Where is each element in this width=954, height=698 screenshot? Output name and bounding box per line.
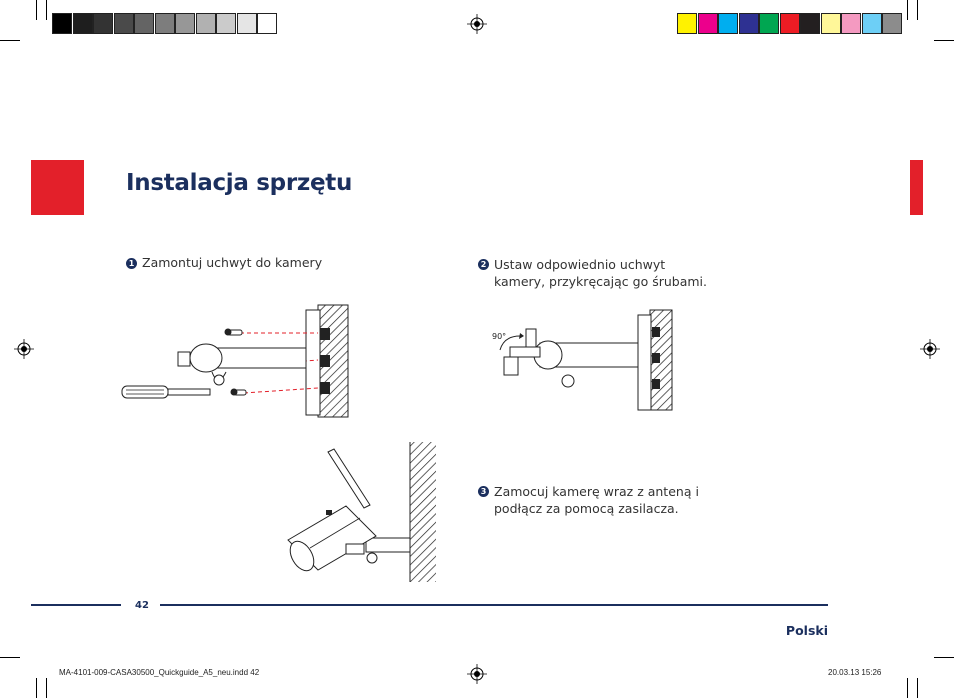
step-text: Ustaw odpowiednio uchwyt kamery, przykręcając go śrubami. [494,257,707,289]
color-swatch [175,13,195,34]
registration-mark-icon [467,14,487,34]
step-number-badge: 1 [126,258,137,269]
color-swatch [862,13,882,34]
footer-rule-right [160,604,828,606]
color-swatch [134,13,154,34]
color-swatch [821,13,841,34]
color-swatch [841,13,861,34]
crop-mark [907,0,908,20]
step-number-badge: 2 [478,259,489,270]
crop-mark [36,0,37,20]
color-swatch [196,13,216,34]
step-text: Zamocuj kamerę wraz z anteną i podłącz za pomocą zasilacza. [494,484,699,516]
color-swatch [739,13,759,34]
crop-mark [907,678,908,698]
color-swatch [698,13,718,34]
step-1 [126,254,322,271]
figure-mount-bracket [118,300,358,425]
step-text: Zamontuj uchwyt do kamery [142,255,323,270]
crop-mark [46,678,47,698]
print-slug-date: 20.03.13 15:26 [828,668,882,677]
color-swatch [237,13,257,34]
crop-mark [0,40,20,41]
page-number: 42 [135,600,149,611]
registration-mark-icon [920,339,940,359]
color-swatch [718,13,738,34]
crop-mark [934,40,954,41]
angle-label: 90° [492,332,507,341]
crop-mark [917,678,918,698]
color-swatch [93,13,113,34]
crop-mark [46,0,47,20]
crop-mark [0,657,20,658]
figure-adjust-bracket [490,305,680,415]
step-2 [478,256,707,290]
color-swatch [52,13,72,34]
color-swatch [677,13,697,34]
color-swatch [800,13,820,34]
color-swatch [257,13,277,34]
registration-mark-icon [14,339,34,359]
color-swatch [114,13,134,34]
step-3 [478,483,699,517]
color-swatch [759,13,779,34]
step-number-badge: 3 [478,486,489,497]
page-title: Instalacja sprzętu [126,170,353,196]
crop-mark [36,678,37,698]
registration-mark-icon [467,664,487,684]
color-swatch [780,13,800,34]
color-swatch [73,13,93,34]
red-section-tab [910,160,923,215]
figure-camera-mounted [280,440,440,585]
print-slug-file: MA-4101-009-CASA30500_Quickguide_A5_neu.indd 42 [59,668,260,677]
language-label: Polski [785,623,828,638]
color-swatch [155,13,175,34]
color-swatch [216,13,236,34]
red-section-tab [31,160,84,215]
footer-rule-left [31,604,121,606]
crop-mark [934,657,954,658]
crop-mark [917,0,918,20]
color-swatch [882,13,902,34]
